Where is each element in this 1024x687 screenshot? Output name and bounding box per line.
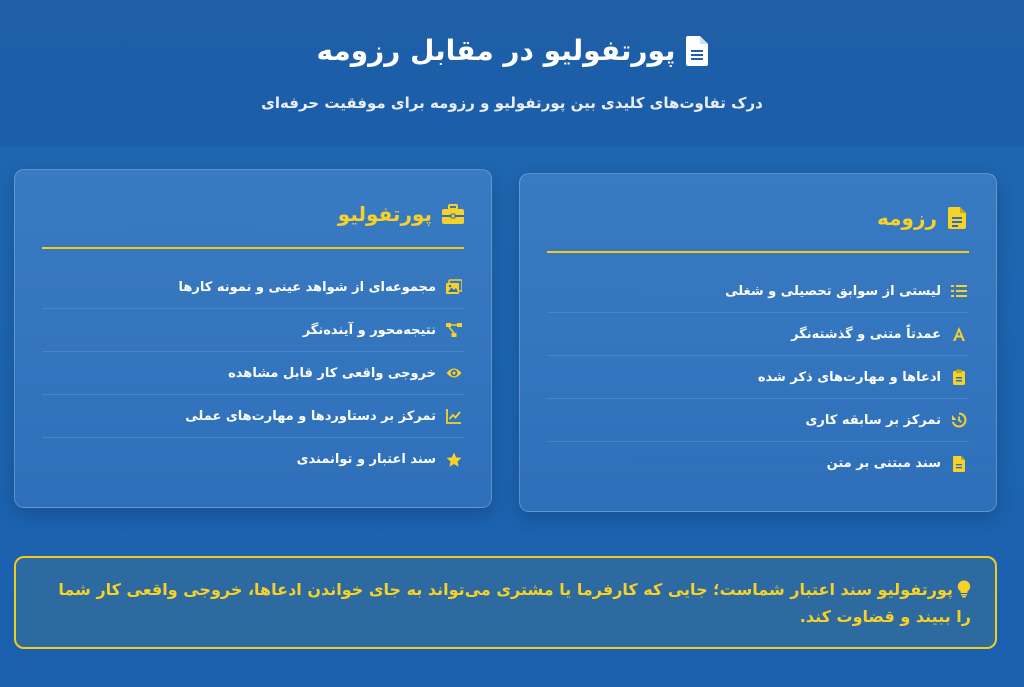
briefcase-icon xyxy=(442,203,464,225)
eye-icon xyxy=(446,365,462,381)
project-diagram-icon xyxy=(446,322,462,338)
chart-line-icon xyxy=(446,408,462,424)
list-item xyxy=(42,266,464,309)
list-item-label: عمدتاً متنی و گذشته‌نگر xyxy=(791,326,941,342)
list-item-label: خروجی واقعی کار قابل مشاهده xyxy=(228,365,436,381)
file-icon xyxy=(951,456,967,472)
file-text-icon xyxy=(686,36,708,66)
list-item-label: سند اعتبار و توانمندی xyxy=(296,452,436,467)
list-item xyxy=(547,399,969,442)
list-item-label: مجموعه‌ای از شواهد عینی و نمونه کارها xyxy=(178,279,436,295)
list-item xyxy=(547,356,969,399)
portfolio-card-title: پورتفولیو xyxy=(337,202,432,226)
resume-card xyxy=(519,173,997,512)
list-item xyxy=(42,395,464,438)
resume-list xyxy=(547,270,969,485)
list-item xyxy=(42,438,464,481)
star-icon xyxy=(446,452,462,468)
list-item xyxy=(547,442,969,485)
list-icon xyxy=(951,283,967,299)
portfolio-list xyxy=(42,266,464,481)
list-item xyxy=(547,313,969,356)
list-item xyxy=(42,309,464,352)
resume-card-title-row xyxy=(877,206,969,230)
list-item-label: لیستی از سوابق تحصیلی و شغلی xyxy=(725,283,941,299)
lightbulb-icon xyxy=(957,580,971,598)
resume-card-title: رزومه xyxy=(877,206,937,230)
list-item-label: تمرکز بر سابقه کاری xyxy=(805,412,941,428)
page-title: پورتفولیو در مقابل رزومه xyxy=(316,34,676,67)
portfolio-card-title-row xyxy=(338,202,464,226)
list-item-label: تمرکز بر دستاوردها و مهارت‌های عملی xyxy=(185,408,436,424)
page-title-row xyxy=(0,34,1024,67)
portfolio-card-divider xyxy=(42,247,464,249)
info-note xyxy=(14,556,997,649)
page-subtitle: درک تفاوت‌های کلیدی بین پورتفولیو و رزومه برای موفقیت حرفه‌ای xyxy=(261,94,763,112)
note-text: پورتفولیو سند اعتبار شماست؛ جایی که کارفرما یا مشتری می‌تواند به جای خواندن ادعاها، خروجی واقعی کار شما را ببیند و قضاوت کند. xyxy=(58,580,971,626)
history-icon xyxy=(951,412,967,428)
list-item-label: سند مبتنی بر متن xyxy=(826,456,941,471)
resume-card-divider xyxy=(547,251,969,253)
list-item-label: نتیجه‌محور و آینده‌نگر xyxy=(302,322,436,338)
list-item-label: ادعاها و مهارت‌های ذکر شده xyxy=(757,369,941,385)
list-item xyxy=(42,352,464,395)
font-icon xyxy=(951,326,967,342)
list-item xyxy=(547,270,969,313)
clipboard-icon xyxy=(951,369,967,385)
file-contract-icon xyxy=(947,207,969,229)
portfolio-card xyxy=(14,169,492,508)
images-icon xyxy=(446,279,462,295)
page-header xyxy=(0,0,1024,146)
